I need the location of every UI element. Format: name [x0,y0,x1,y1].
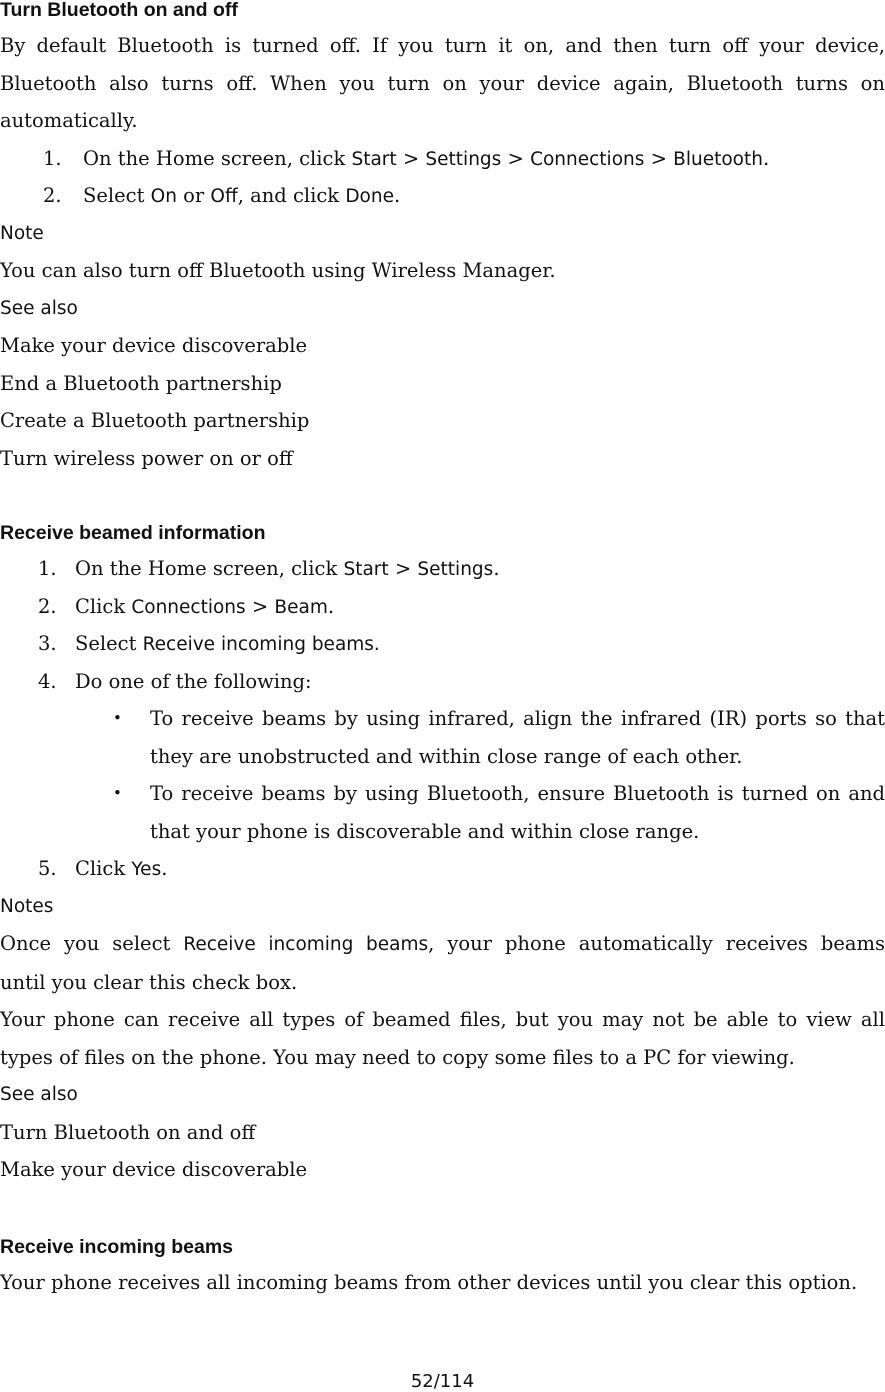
step-text: Do one of the following: [75,669,312,693]
separator: > [501,146,531,170]
bullet-text: they are unobstructed and within close range of each other. [150,744,743,768]
section-heading: Turn Bluetooth on and off [0,0,238,21]
step-number: 1. [38,557,57,580]
intro-line: By default Bluetooth is turned off. If you turn it on, and then turn off your device, [0,34,885,57]
step-number: 5. [38,857,57,880]
ui-term: Receive incoming beams. [142,634,380,655]
step-text: , and click [237,184,346,207]
step-number: 4. [38,669,57,693]
note-text: You can also turn off Bluetooth using Wireless Manager. [0,259,556,282]
bullet-text: To receive beams by using Bluetooth, ensure Bluetooth is turned on and [150,782,885,805]
ui-term: Receive incoming beams [183,934,429,955]
bullet-item [0,775,885,850]
note-line: until you clear this check box. [0,970,298,994]
bullet-icon: • [113,784,122,802]
step-text: On the Home screen, click [75,557,344,580]
ui-term: Bluetooth [673,148,763,170]
ui-term: Settings [425,148,502,170]
ui-term: Connections [131,596,246,618]
bullet-item [0,700,885,775]
section-receive-incoming [0,1237,885,1302]
see-also-link[interactable]: End a Bluetooth partnership [0,371,282,395]
step-text: Select [75,632,143,655]
step-text: Click [75,857,132,880]
section-receive-beamed [0,523,885,1189]
ui-term: Settings [417,559,494,580]
section-text: Your phone receives all incoming beams from other devices until you clear this option. [0,1271,858,1294]
bullet-icon: • [113,709,122,727]
separator: > [388,557,418,580]
note-text: Once you select [0,932,184,955]
ui-term: Done [345,186,394,207]
step-item [0,550,885,588]
step-item [0,588,885,626]
notes-label: Notes [0,895,54,917]
section-heading: Receive beamed information [0,522,266,544]
see-also-link[interactable]: Make your device discoverable [0,334,308,357]
note-line: types of files on the phone. You may need to copy some files to a PC for viewing. [0,1045,795,1069]
note-line: Your phone can receive all types of beamed files, but you may not be able to view all [0,1008,885,1031]
step-item [0,850,885,888]
step-number: 3. [38,632,57,655]
see-also-label: See also [0,1084,78,1105]
see-also-link[interactable]: Turn wireless power on or off [0,446,293,470]
ui-term: Start [351,148,397,170]
ui-term: On [150,186,177,207]
step-item [0,625,885,663]
step-number: 2. [43,184,62,207]
punct: . [762,146,770,170]
note-text: , your phone automatically receives beams [428,932,885,955]
see-also-link[interactable]: Make your device discoverable [0,1158,308,1181]
ui-term: Yes [131,859,162,880]
ui-term: Off [210,186,238,207]
bullet-text: that your phone is discoverable and within close range. [150,819,700,843]
step-text: Click [75,594,132,618]
ui-term: Beam [274,596,328,618]
separator: > [644,146,674,170]
step-text: Select [83,184,151,207]
step-number: 1. [43,146,62,170]
step-item [0,140,885,178]
separator: > [396,146,426,170]
punct: . [327,594,335,618]
page-number: 52/114 [410,1371,475,1392]
see-also-link[interactable]: Turn Bluetooth on and off [0,1120,256,1144]
section-heading: Receive incoming beams [0,1236,234,1258]
step-text: or [176,184,211,207]
ui-term: Start [343,559,389,580]
bullet-text: To receive beams by using infrared, align the infrared (IR) ports so that [150,707,885,730]
step-text: On the Home screen, click [83,146,352,170]
see-also-link[interactable]: Create a Bluetooth partnership [0,409,310,432]
separator: > [245,594,275,618]
note-line [0,925,885,964]
step-item [0,663,885,701]
intro-line: Bluetooth also turns off. When you turn on your device again, Bluetooth turns on [0,71,885,95]
step-item [0,177,885,215]
note-label: Note [0,222,44,244]
punct: . [161,857,168,880]
ui-term: Connections [530,148,645,170]
intro-line: automatically. [0,109,138,132]
section-turn-bluetooth [0,0,885,477]
punct: . [493,557,500,580]
step-number: 2. [38,594,57,618]
see-also-label: See also [0,297,78,319]
punct: . [393,184,401,207]
